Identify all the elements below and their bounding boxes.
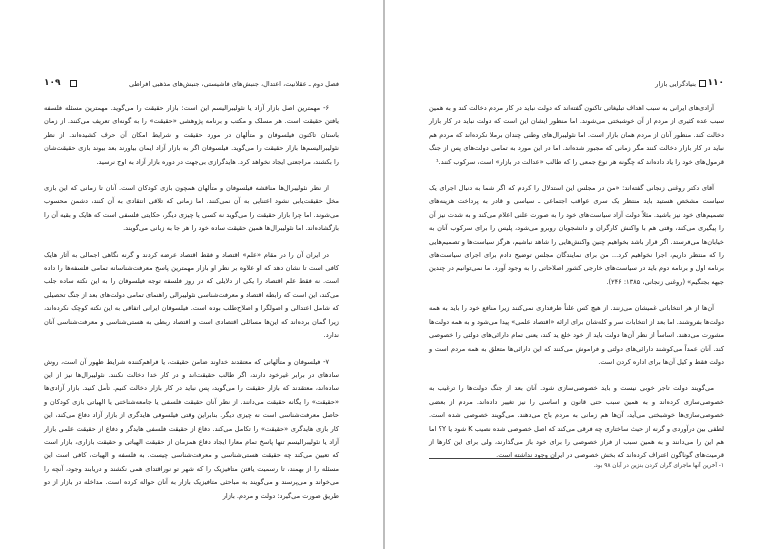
page-number: ۱۱۰	[707, 78, 724, 88]
paragraph: آقای دکتر روغنی زنجانی گفته‌اند: «من در مجلس این استدلال را کردم که اگر شما به دنبال اجرای یک سیاست مشخص هستید باید منتظر یک سری عواقب اجتماعی ـ سیاسی و قادر به پرداخت هزینه‌های تصمیم‌های خود نیز باشید. مثلاً دولت آزاد سیاست‌های خود را به صورت علنی اعلام می‌کند و به شدت نیز آن را پیگیری می‌کند، وقتی هم با واکنش کارگران و دانشجویان روبرو می‌شود، پلیس را برای سرکوب آنان به خیابان‌ها می‌فرستد. اگر قرار باشد بخواهیم چنین واکنش‌هایی را شاهد نباشیم، هرگز سیاست‌ها و تصمیم‌هایی را که منتظر داریم، اجرا نخواهیم کرد... من برای نمایندگان مجلس توضیح دادم برای اجرای سیاست‌های برنامه اول و برنامه دوم باید در سیاست‌های خارجی کشور اصلاحاتی را به وجود آورد. ما نمی‌توانیم در چندین جبهه بجنگیم» (روغنی زنجانی، ۱۳۸۵: ۲۴۶).	[429, 184, 724, 286]
header-square-icon	[70, 80, 77, 87]
left-page-body	[44, 102, 339, 503]
paragraph: آن‌ها از هر انتخاباتی غمیشان می‌زنند. از هیچ کس علناً طرفداری نمی‌کنند زیرا منافع خود را باید به همه دولت‌ها بفروشند. اما بعد از انتخابات سر و کله‌شان برای ارائه «اقتصاد علمی» پیدا می‌شود و به همه دولت‌ها مشورت می‌دهند. اساساً از نظر آن‌ها دولت باید از خود خلع ید کند، یعنی تمام دارائی‌های دولتی را خصوصی کند. آنان عمداً می‌کوشند دارائی‌های دولتی و فراموش می‌کنند که این دارائی‌ها متعلق به همه مردم است و دولت فقط و کیل آن‌ها برای اداره کردن است.	[429, 304, 724, 366]
running-title: فصل دوم ـ عقلانیت، اعتدال، جنبش‌های فاشیستی، جنبش‌های مذهبی افراطی	[128, 80, 339, 88]
right-page	[385, 0, 768, 549]
right-page-body	[429, 102, 724, 463]
paragraph: می‌گویند دولت تاجر خوبی نیست و باید خصوصی‌سازی شود. آنان بعد از جنگ دولت‌ها را ترغیب به خصوصی‌سازی کرده‌اند و به همین سبب حتی قانون و اساسی را نیز تغییر داده‌اند. مردم از بعضی خصوصی‌سازی‌ها خوشبختی می‌آید، آن‌ها هم زمانی به مردم باج می‌دهند. می‌گویند خصوصی شده است. لطفی بین درآوردی و گرنه از حیث ساختاری چه فرقی می‌کند که اصل خصوصی شده نصیب K شود یا Y؟ اما هم این را می‌دانند و به همین سبب از فراز خصوصی را برای خود باز می‌گذارند، ولی برای این کارها از قرمیت‌های گوناگون اعتراف کرده‌اند که بخش خصوصی در ایران وجود نداشته است.	[429, 384, 724, 460]
left-page-header	[44, 78, 339, 92]
footnote: ۱- آخرین آنها ماجرای گران کردن بنزین در آبان ۹۸ بود.	[593, 463, 724, 469]
paragraph: از نظر نئولیبرال‌ها مناقشه فیلسوفان و متألهان همچون بازی کودکان است. آنان تا زمانی که این بازی مخل حقیقت‌یابی نشود اعتنایی به آن نمی‌کنند. اما زمانی که تلاقی انتقادی به آن کنند، دشمن محسوب می‌شوند. اما چرا بازار حقیقت را می‌گوید نه کسی یا چیزی دیگر، حکایتی فلسفی است که هایک و بقیه آن را بازگشاده‌اند. اما نئولیبرال‌ها همین حقیقت ساده خود را هر جا به زبانی می‌گویند.	[44, 184, 339, 233]
left-page	[0, 0, 383, 549]
right-page-header	[429, 78, 724, 92]
paragraph: در ایران آن را در مقام «علم» اقتصاد و فقط اقتصاد عرضه کردند و گرنه نگاهی اجمالی به آثار هایک کافی است تا نشان دهد که او علاوه بر نظر او بازار مهمترین پاسخ معرفت‌شناسانه تمامی فلسفه‌ها را داده است. نه فقط علم اقتصاد را یکی از دلایلی که در روز فلسفه توجه فیلسوفان را به این نکته ساده جلب می‌کند، این است که رابطه اقتصاد و معرفت‌شناسی نئولیبرالی راهنمای تمامی دولت‌های بعد از جنگ تحصیلی که شامل اعتدالی و اصولگرا و اصلاح‌طلب بوده است. فیلسوفان ایرانی اتفاقی به این نکته کوچک نکرده‌اند، زیرا گمان برده‌اند که این‌ها مسائلی اقتصادی است و اقتصاد ربطی به هستی‌شناسی و معرفت‌شناسی آنان ندارد.	[44, 250, 339, 340]
footnote-divider	[429, 458, 559, 459]
paragraph: ۷- فیلسوفان و متألهانی که معتقدند خداوند ضامن حقیقت، یا فراهم‌کننده شرایط ظهور آن است، روش سادهای در برابر غیرخود دارند، اگر طالب حقیقت‌اند و در کار خدا دخالت نکنند. نئولیبرال‌ها نیز از این ساده‌اند، معتقدند که بازار حقیقت را می‌گوید، پس نباید در کار بازار دخالت کنیم. تأمل کنید. بازار آزادی‌ها «حقیقت» را یگانه حقیقت می‌دانند. از نظر آنان حقیقت فلسفی یا جامعه‌شناختی یا الهیاتی بازی کودکان و حاصل معرفت‌شناسی است نه چیزی دیگر. بنابراین وقتی فیلسوفی هایدگری از بازار آزاد دفاع می‌کند، این کار بازی هایدگری «حقیقت» را تکامل می‌کند. دفاع از حقیقت فلسفی هایدگر و دفاع از حقیقت علمی بازار آزاد یا نئولیبرالیسم تنها پاسخ تمام معارا ایجاد دفاع همزمان از حقیقت الهیاتی و حقیقت بازاری، بازار است که تعیین می‌کند چه حقیقت هستی‌شناسی و معرفت‌شناسی چیست. به فلسفه و الهیات، کافی است این مسئله را از بهمند، تا رسمیت یافتن متافیزیک را که شهر تو نوراقتدای همی نکشند و دریابند وجود، آنچه را می‌خواند و می‌پرسند و می‌گویند به مباحثی متافیزیک بازار به آنان حواله کرده است. مداخله در بازار از دو طریق صورت می‌گیرد: دولت و مردم. بازار	[44, 357, 339, 500]
header-square-icon	[699, 80, 706, 87]
page-number: ۱۰۹	[44, 78, 61, 88]
paragraph: ۶- مهمترین اصل بازار آزاد یا نئولیبرالیسم این است: بازار حقیقت را می‌گوید. مهمترین مسئله فلسفه یافتن حقیقت است. هر مسلک و مکتب و برنامه پژوهشی «حقیقت» را به گونه‌ای تعریف می‌کنند. از زمان باستان تاکنون فیلسوفان و متألهان در مورد حقیقت و شرایط امکان آن حرف کشیده‌اند. از نظر نئولیبرالیسم‌ها بازار حقیقت را می‌گوید. فیلسوفان اگر به بازار آزاد ایمان بیاورند بعد بیوند بازی حقیقت‌شان را بکشند، مراجعتی ایجاد نخواهد کرد. هایدگرازی بی‌جهت در دوره بازار آزاد به اوج نرسید.	[44, 104, 339, 166]
paragraph: آزادی‌های ایرانی به سبب اهداف تبلیغاتی تاکنون گفته‌اند که دولت نباید در کار مردم دخالت کند و به همین سبب عده کثیری از مردم از آن خوشبختی می‌شوند. اما منظور ایشان این است که دولت نباید در کار بازار دخالت کند. منظور آنان از مردم همان بازار است. اما نئولیبرال‌های وطنی چندان برملا نکرده‌اند که مردم هم نباید در کار بازار دخالت کنند مگر زمانی که مجبور شده‌اند. اما در این مورد به تمامی دولت‌های پس از جنگ قرمول‌های خود را یاد داده‌اند که چگونه هر نوع جمعی را که طالب «عدالت در بازار» است، سرکوب کنند.¹	[429, 104, 724, 166]
running-title: بنیادگرایی بازار	[655, 80, 696, 88]
